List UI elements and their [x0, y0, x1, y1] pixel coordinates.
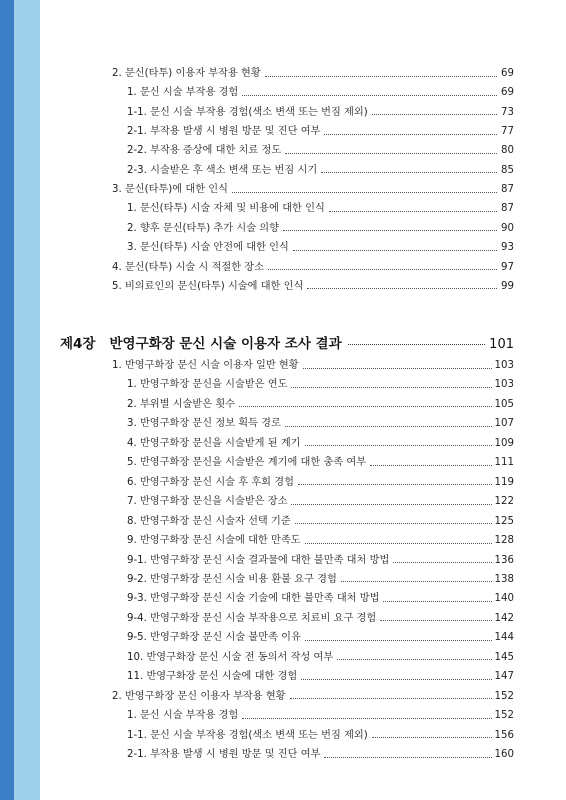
- dot-leader: [380, 619, 491, 621]
- toc-entry-page-number: 145: [494, 651, 514, 663]
- toc-entry-label: 1. 반영구화장 문신을 시술받은 연도: [127, 379, 288, 391]
- dot-leader: [303, 367, 492, 369]
- dot-leader: [295, 522, 492, 524]
- toc-entry-page-number: 122: [494, 496, 514, 508]
- toc-entry[interactable]: [127, 670, 514, 684]
- dot-leader: [341, 580, 492, 582]
- dot-leader: [370, 464, 491, 466]
- toc-entry-page-number: 93: [501, 242, 514, 254]
- dot-leader: [305, 639, 492, 641]
- dot-leader: [305, 542, 492, 544]
- toc-entry[interactable]: [127, 144, 514, 158]
- dot-leader: [290, 697, 492, 699]
- toc-entry-label: 2. 문신(타투) 이용자 부작용 현황: [112, 68, 261, 79]
- toc-entry-page-number: 103: [494, 379, 514, 391]
- toc-entry[interactable]: [112, 183, 514, 197]
- toc-entry-page-number: 77: [501, 126, 514, 138]
- toc-entry-page-number: 140: [494, 593, 514, 605]
- dot-leader: [242, 94, 497, 96]
- toc-entry[interactable]: [127, 456, 514, 470]
- toc-entry-label: 4. 반영구화장 문신을 시술받게 된 계기: [127, 437, 301, 449]
- toc-entry-page-number: 73: [501, 106, 514, 118]
- toc-entry[interactable]: [112, 359, 514, 373]
- toc-entry[interactable]: [112, 261, 514, 275]
- toc-entry-label: 1. 반영구화장 문신 시술 이용자 일반 현황: [112, 360, 299, 371]
- toc-entry[interactable]: [112, 67, 514, 81]
- chapter-page-number: 101: [489, 337, 514, 352]
- toc-entry-page-number: 97: [501, 261, 514, 273]
- toc-entry-page-number: 80: [501, 145, 514, 157]
- dot-leader: [372, 736, 492, 738]
- toc-entry[interactable]: [127, 534, 514, 548]
- toc-entry[interactable]: [127, 164, 514, 178]
- toc-entry[interactable]: [127, 554, 514, 568]
- dot-leader: [329, 210, 497, 212]
- dot-leader: [268, 268, 497, 270]
- toc-entry-page-number: 99: [501, 280, 514, 292]
- toc-entry[interactable]: [127, 125, 514, 139]
- toc-entry[interactable]: [127, 573, 514, 587]
- toc-entry-label: 2-3. 시술받은 후 색소 변색 또는 번짐 시기: [127, 164, 318, 176]
- toc-entry-label: 2. 부위별 시술받은 횟수: [127, 398, 236, 410]
- toc-entry-label: 3. 반영구화장 문신 정보 획득 경로: [127, 418, 281, 430]
- toc-entry-label: 1. 문신 시술 부작용 경험: [127, 710, 239, 722]
- dot-leader: [324, 133, 497, 135]
- toc-entry[interactable]: [127, 651, 514, 665]
- dot-leader: [321, 171, 497, 173]
- toc-entry-label: 2-1. 부작용 발생 시 병원 방문 및 진단 여부: [127, 126, 321, 138]
- toc-entry-label: 6. 반영구화장 문신 시술 후 후회 경험: [127, 476, 294, 488]
- toc-entry-label: 8. 반영구화장 문신 시술자 선택 기준: [127, 515, 291, 527]
- toc-entry[interactable]: [127, 398, 514, 412]
- toc-entry-label: 1. 문신 시술 부작용 경험: [127, 87, 239, 99]
- toc-entry-page-number: 142: [494, 612, 514, 624]
- dot-leader: [301, 678, 491, 680]
- toc-entry-label: 7. 반영구화장 문신을 시술받은 장소: [127, 496, 288, 508]
- toc-entry[interactable]: [127, 612, 514, 626]
- toc-entry[interactable]: [127, 515, 514, 529]
- dot-leader: [265, 75, 497, 77]
- toc-entry-page-number: 85: [501, 164, 514, 176]
- dot-leader: [348, 343, 486, 345]
- toc-entry-page-number: 136: [494, 554, 514, 566]
- dot-leader: [383, 600, 491, 602]
- toc-entry[interactable]: [127, 476, 514, 490]
- toc-entry[interactable]: [127, 241, 514, 255]
- toc-entry-label: 5. 비의료인의 문신(타투) 시술에 대한 인식: [112, 280, 304, 292]
- toc-entry-page-number: 87: [501, 203, 514, 215]
- toc-entry-label: 2-2. 부작용 증상에 대한 치료 정도: [127, 145, 282, 157]
- dot-leader: [291, 386, 491, 388]
- dot-leader: [242, 717, 491, 719]
- toc-entry-label: 11. 반영구화장 문신 시술에 대한 경험: [127, 671, 298, 683]
- toc-entry-page-number: 152: [494, 710, 514, 722]
- toc-entry[interactable]: [127, 437, 514, 451]
- toc-entry-label: 3. 문신(타투)에 대한 인식: [112, 184, 228, 196]
- dot-leader: [393, 561, 491, 563]
- toc-entry-page-number: 119: [494, 476, 514, 488]
- toc-entry-page-number: 156: [494, 729, 514, 741]
- dot-leader: [307, 287, 497, 289]
- dot-leader: [283, 229, 497, 231]
- dot-leader: [305, 444, 492, 446]
- dot-leader: [291, 503, 491, 505]
- toc-entry-label: 9-5. 반영구화장 문신 시술 불만족 이유: [127, 632, 301, 644]
- toc-entry-page-number: 69: [501, 87, 514, 99]
- toc-entry-page-number: 138: [494, 573, 514, 585]
- toc-entry-page-number: 103: [494, 360, 514, 371]
- toc-entry-label: 1-1. 문신 시술 부작용 경험(색소 변색 또는 번짐 제외): [127, 106, 368, 118]
- toc-entry-page-number: 69: [501, 68, 514, 79]
- toc-entry[interactable]: [127, 86, 514, 100]
- toc-entry-label: 2. 반영구화장 문신 이용자 부작용 현황: [112, 690, 286, 702]
- toc-entry-page-number: 160: [494, 749, 514, 760]
- toc-entry[interactable]: [127, 709, 514, 723]
- toc-entry[interactable]: [127, 495, 514, 509]
- toc-entry-page-number: 90: [501, 222, 514, 234]
- toc-entry-label: 9-2. 반영구화장 문신 시술 비용 환불 요구 경험: [127, 573, 337, 585]
- toc-entry[interactable]: [127, 378, 514, 392]
- toc-entry-label: 1. 문신(타투) 시술 자체 및 비용에 대한 인식: [127, 203, 325, 215]
- toc-entry-label: 9-4. 반영구화장 문신 시술 부작용으로 치료비 요구 경험: [127, 612, 377, 624]
- toc-entry[interactable]: [127, 631, 514, 645]
- dot-leader: [285, 425, 492, 427]
- toc-entry-label: 2. 향후 문신(타투) 추가 시술 의향: [127, 222, 279, 234]
- toc-entry[interactable]: [127, 202, 514, 216]
- toc-entry-page-number: 87: [501, 184, 514, 196]
- dot-leader: [337, 658, 491, 660]
- dot-leader: [285, 152, 497, 154]
- dot-leader: [372, 113, 497, 115]
- toc-entry-page-number: 107: [494, 418, 514, 430]
- toc-entry-label: 3. 문신(타투) 시술 안전에 대한 인식: [127, 242, 289, 254]
- toc-entry-page-number: 147: [494, 671, 514, 683]
- toc-entry[interactable]: [112, 280, 514, 294]
- dot-leader: [232, 191, 497, 193]
- toc-entry-page-number: 144: [494, 632, 514, 644]
- dot-leader: [293, 249, 497, 251]
- chapter-number: 제4장: [60, 336, 96, 352]
- toc-entry-page-number: 128: [494, 535, 514, 547]
- toc-entry[interactable]: [127, 592, 514, 606]
- dot-leader: [239, 405, 492, 407]
- toc-entry[interactable]: [112, 690, 514, 704]
- toc-entry-label: 5. 반영구화장 문신을 시술받은 계기에 대한 충족 여부: [127, 457, 367, 469]
- toc-entry[interactable]: [127, 106, 514, 120]
- dot-leader: [324, 756, 491, 758]
- toc-entry-page-number: 105: [494, 398, 514, 410]
- toc-entry-page-number: 125: [494, 515, 514, 527]
- toc-entry[interactable]: [127, 748, 514, 762]
- toc-entry[interactable]: [127, 417, 514, 431]
- toc-entry-label: 1-1. 문신 시술 부작용 경험(색소 변색 또는 번짐 제외): [127, 729, 368, 741]
- dot-leader: [298, 483, 492, 485]
- toc-entry[interactable]: [127, 729, 514, 743]
- toc-entry[interactable]: [127, 222, 514, 236]
- chapter-heading[interactable]: [60, 332, 514, 352]
- toc-entry-label: 9. 반영구화장 문신 시술에 대한 만족도: [127, 535, 301, 547]
- toc-entry-label: 9-1. 반영구화장 문신 시술 결과물에 대한 불만족 대처 방법: [127, 554, 390, 566]
- toc-entry-page-number: 152: [494, 690, 514, 702]
- toc-entry-label: 2-1. 부작용 발생 시 병원 방문 및 진단 여부: [127, 749, 321, 760]
- toc-entry-label: 10. 반영구화장 문신 시술 전 동의서 작성 여부: [127, 651, 334, 663]
- toc-entry-label: 4. 문신(타투) 시술 시 적절한 장소: [112, 261, 264, 273]
- chapter-title: 반영구화장 문신 시술 이용자 조사 결과: [109, 336, 342, 352]
- toc-entry-page-number: 111: [494, 457, 514, 469]
- toc-entry-label: 9-3. 반영구화장 문신 시술 기술에 대한 불만족 대처 방법: [127, 593, 380, 605]
- toc-entry-page-number: 109: [494, 437, 514, 449]
